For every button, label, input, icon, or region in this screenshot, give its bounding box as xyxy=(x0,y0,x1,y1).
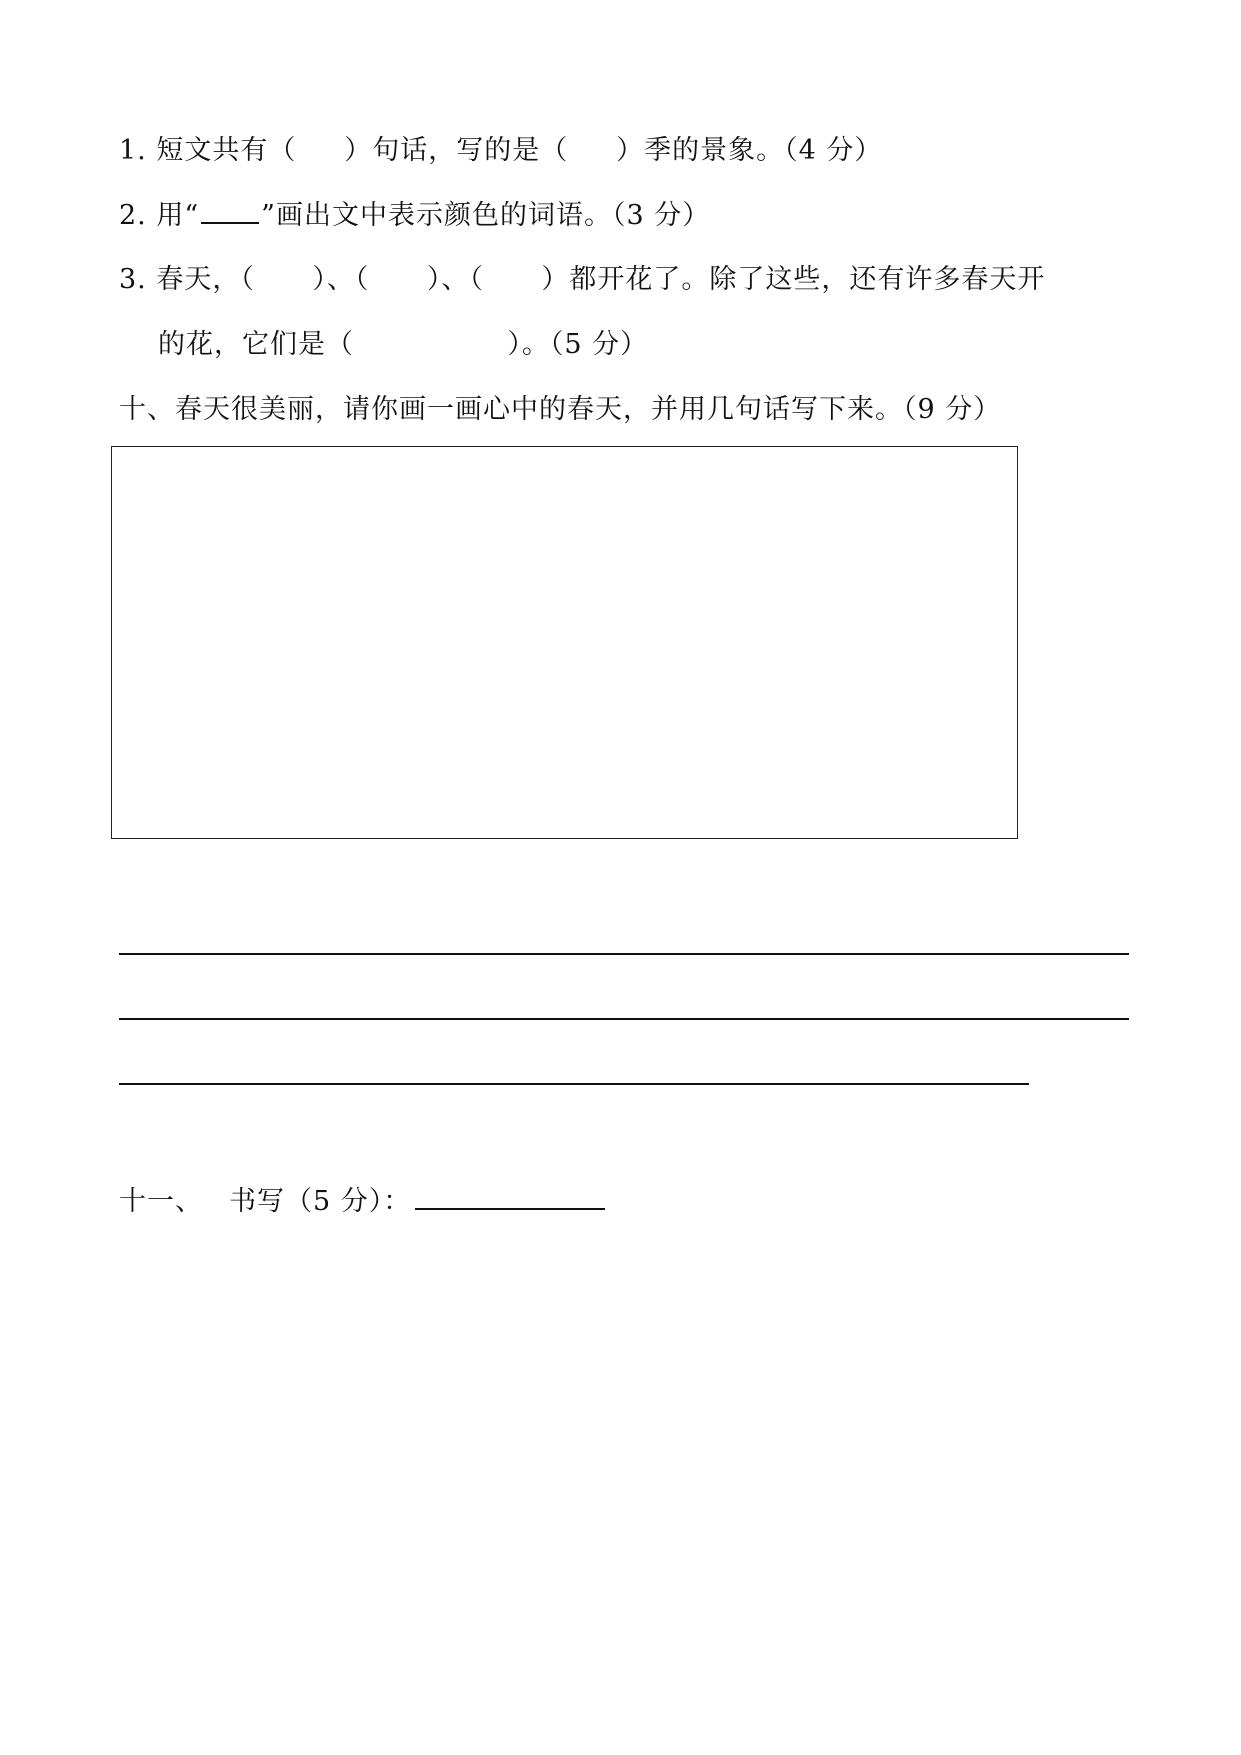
drawing-box[interactable] xyxy=(111,446,1018,839)
section-11-label: 书写（5 分）： xyxy=(229,1186,412,1217)
question-3-line-1: 3. 春天，（ ）、（ ）、（ ）都开花了。除了这些，还有许多春天开 xyxy=(119,264,1046,295)
question-2-prefix: 2. 用“ xyxy=(119,200,200,231)
section-10-heading: 十、春天很美丽，请你画一画心中的春天，并用几句话写下来。（9 分） xyxy=(119,394,1002,425)
writing-line-1[interactable] xyxy=(119,953,1129,955)
writing-line-3[interactable] xyxy=(119,1083,1029,1085)
writing-line-2[interactable] xyxy=(119,1018,1129,1020)
question-2 xyxy=(119,198,710,234)
question-1: 1. 短文共有（ ）句话，写的是（ ）季的景象。（4 分） xyxy=(119,135,883,166)
question-3-line-2: 的花，它们是（ ）。（5 分） xyxy=(158,329,649,360)
section-11-number: 十一、 xyxy=(119,1186,203,1217)
question-2-suffix: ”画出文中表示颜色的词语。（3 分） xyxy=(261,200,711,231)
handwriting-score-blank[interactable] xyxy=(415,1182,605,1210)
underline-sample xyxy=(201,200,259,224)
section-11-heading xyxy=(119,1182,605,1220)
